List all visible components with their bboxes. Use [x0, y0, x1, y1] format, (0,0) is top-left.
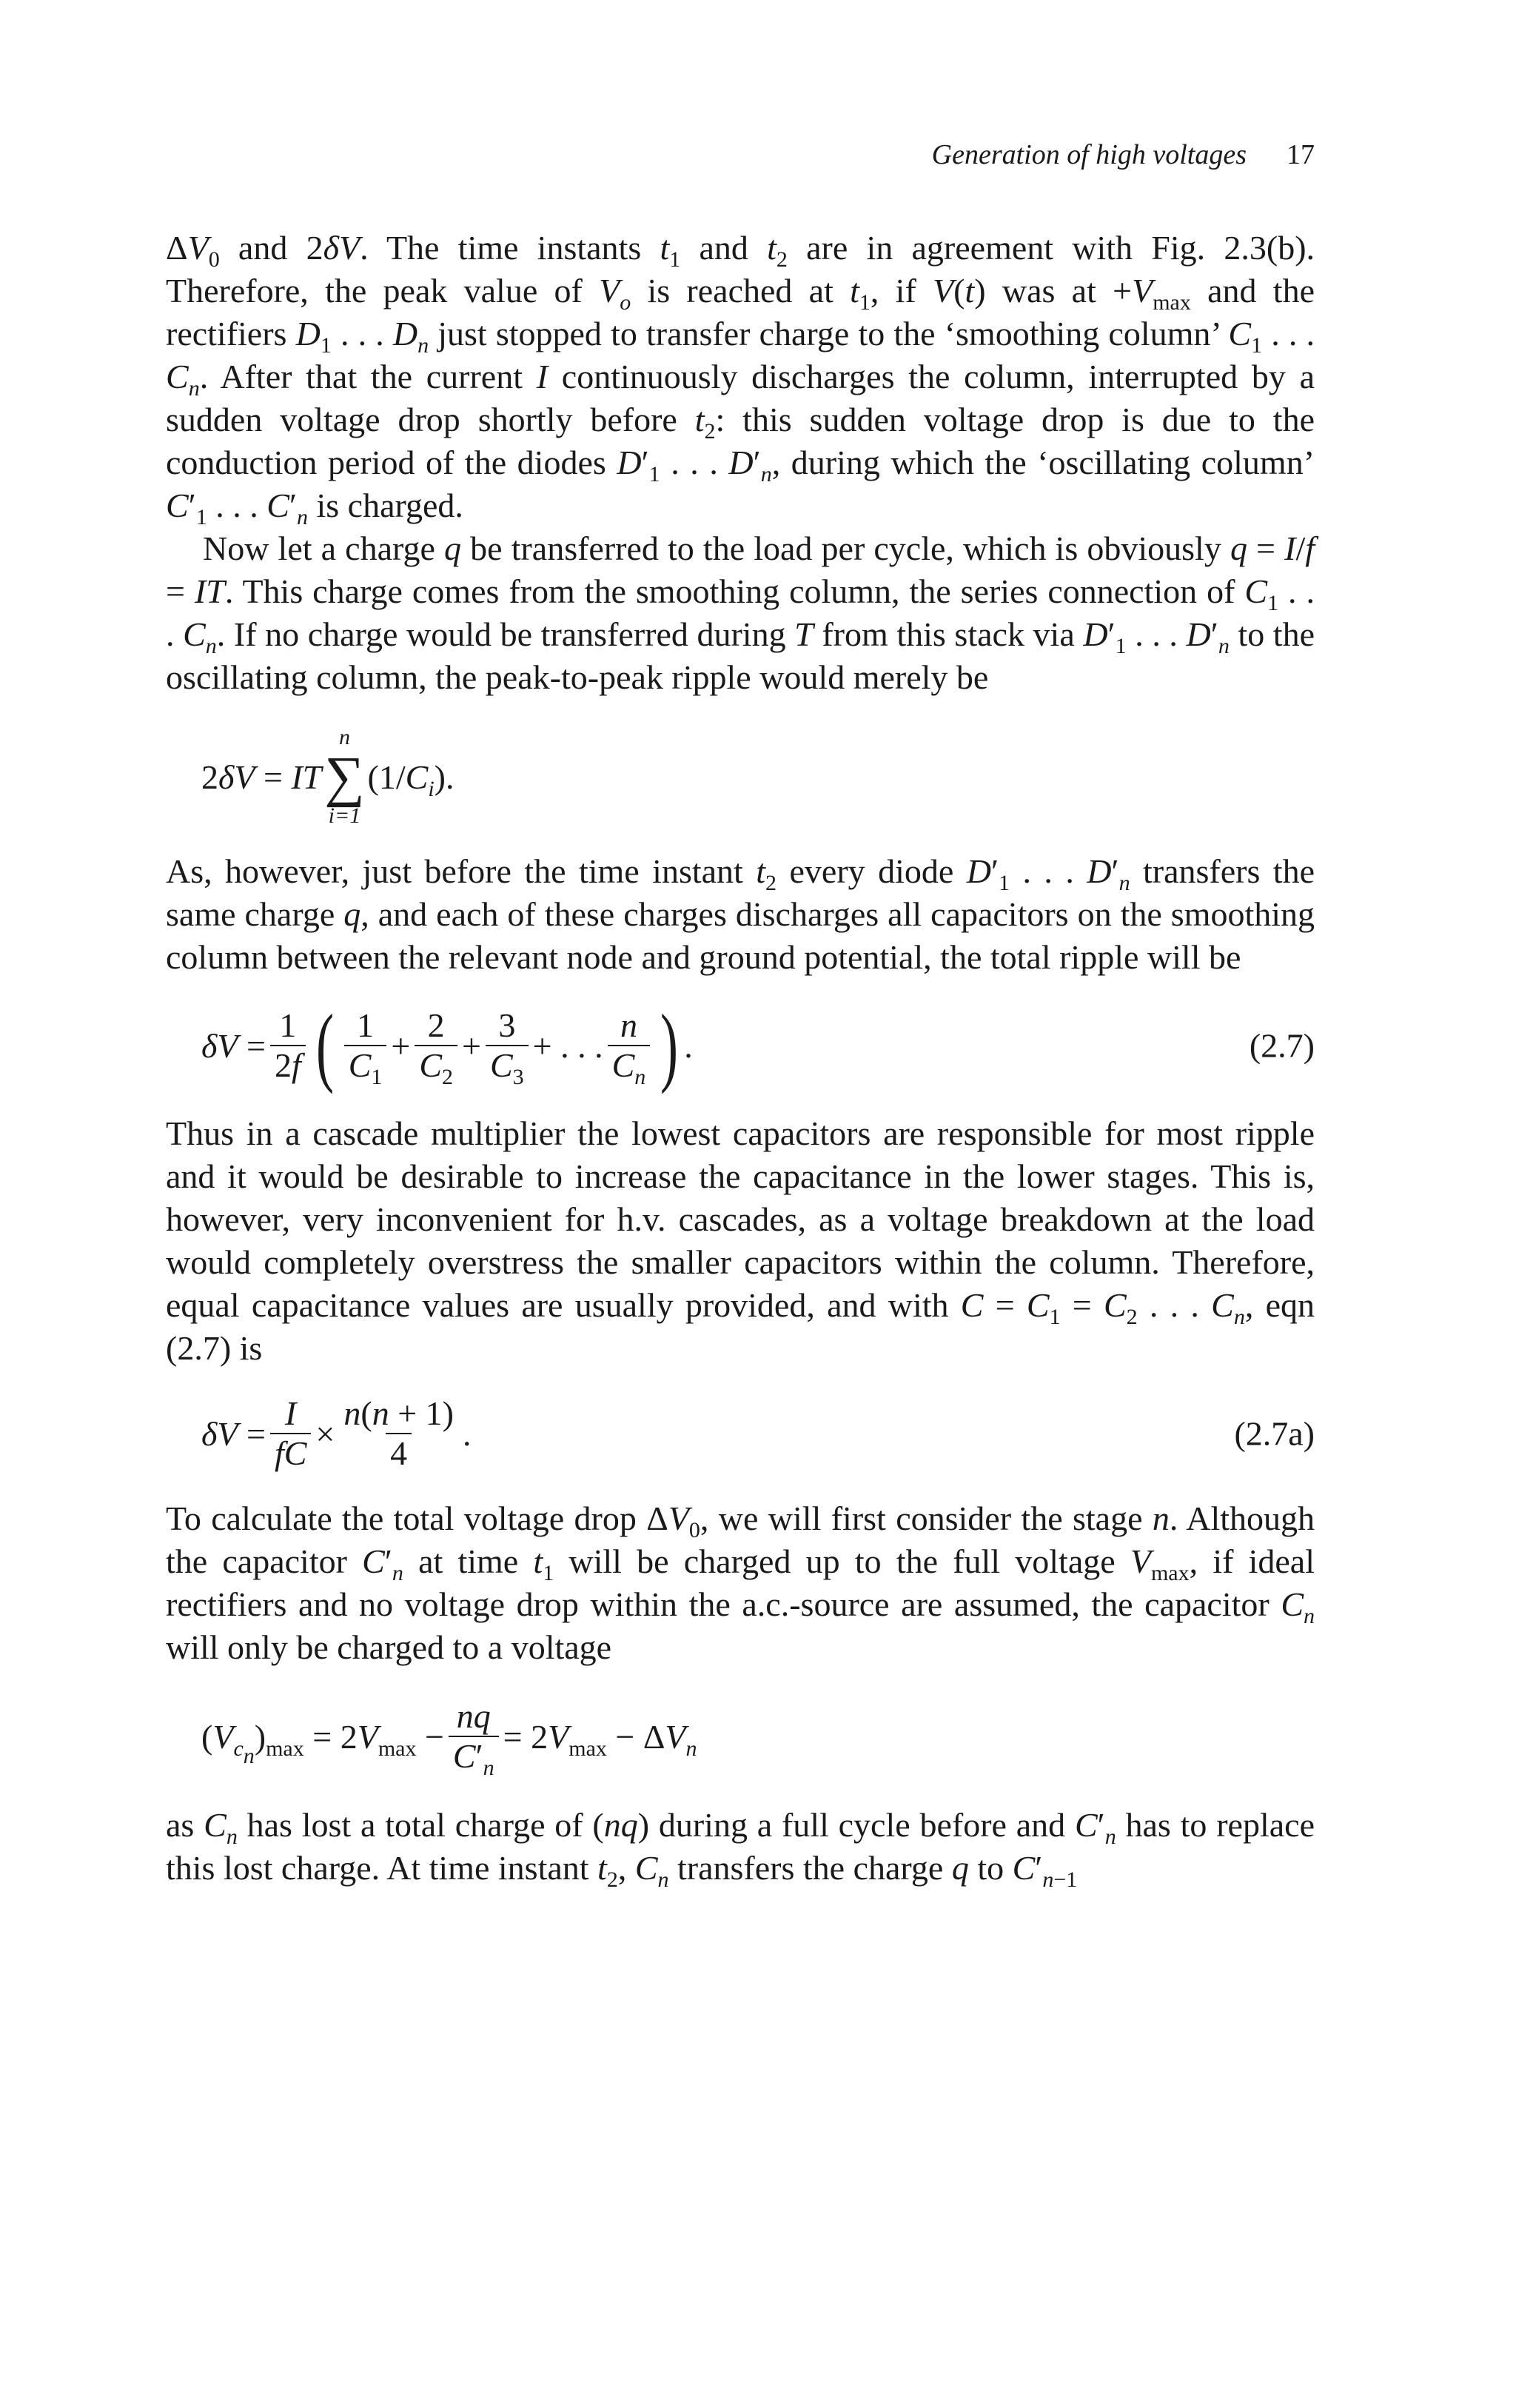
page-number: 17 [1287, 139, 1315, 170]
paragraph-4: Thus in a cascade multiplier the lowest capacitors are responsible for most ripple and it would be desirable to increase the capacitance in the lower stages. This is, however, very inconvenient for h.v. cascades, as a voltage breakdown at the load would completely overstress the smaller capacitors within the column. Therefore, equal capacitance values are usually provided, and with $C = C_1 = C_2$ . . . $C_n$, eqn (2.7) is [166, 1114, 1315, 1367]
paragraph-5: To calculate the total voltage drop $\Delta V_0$, we will first consider the stage n. Although the capacitor $C'_n$ at time $t_1$ will be charged up to the full voltage $V_{max}$, if ideal rectifiers and no voltage drop within the a.c.-source are assumed, the capacitor $C_n$ will only be charged to a voltage [166, 1499, 1315, 1666]
header-title: Generation of high voltages [931, 139, 1247, 170]
paragraph-2: Now let a charge q be transferred to the load per cycle, which is obviously q = I/f = IT. This charge comes from the smoothing column, the series connection of $C_1$ . . . $C_n$. If no charge would be transferred during T from this stack via $D'_1$ . . . $D'_n$ to the oscillating column, the peak-to-peak ripple would merely be [166, 529, 1315, 696]
paragraph-6: as $C_n$ has lost a total charge of (nq) during a full cycle before and $C'_n$ has to replace this lost charge. At time instant $t_2$, $C_n$ transfers the charge q to $C'_{n-1}$ [166, 1806, 1315, 1892]
paragraph-1: $\Delta V_0$ and 2δV. The time instants $t_1$ and $t_2$ are in agreement with Fig. 2.3(b). Therefore, the peak value of $V_o$ is reached at $t_1$, if V(t) was at $+V_{max}$ and the rectifiers $D_1$ . . . $D_n$ just stopped to transfer charge to the ‘smoothing column’ $C_1$ . . . $C_n$. After that the current I continuously discharges the column, interrupted by a sudden voltage drop shortly before $t_2$: this sudden voltage drop is due to the conduction period of the diodes $D'_1$ . . . $D'_n$, during which the ‘oscillating column’ $C'_1$ . . . $C'_n$ is charged. [166, 229, 1315, 529]
summation-symbol: n ∑ i=1 [324, 725, 365, 828]
page-body [166, 227, 1315, 1890]
equation-2-7a: δV = $\frac{I}{fC}$ × $\frac{n(n + 1)}{4}$ . (2.7a) [201, 1394, 1315, 1472]
equation-ripple-sum: 2δV = IT n ∑ i=1 $(1/C_i)$. [201, 725, 455, 828]
equation-2-7: δV = $\frac{1}{2f}$ ( $\frac{1}{C_1}$ + $\frac{2}{C_2}$ + $\frac{3}{C_3}$ + . . . $\frac{n}{C_n}$ ) . (2.7) [201, 996, 1315, 1094]
running-header [166, 133, 1315, 176]
equation-number-2-7a: (2.7a) [1234, 1414, 1315, 1453]
figure-ref: Fig. 2.3(b) [1151, 229, 1307, 267]
paragraph-3: As, however, just before the time instant $t_2$ every diode $D'_1$ . . . $D'_n$ transfers the same charge q, and each of these charges discharges all capacitors on the smoothing column between the relevant node and ground potential, the total ripple will be [166, 852, 1315, 976]
equation-vcn-max: $(V_{c_n})_{max} = 2V_{max}$ − $\frac{nq}{C'_n}$ = $2V_{max} - \Delta V_n$ [201, 1697, 697, 1780]
equation-ref: eqn (2.7) [166, 1286, 1315, 1367]
equation-number-2-7: (2.7) [1249, 1026, 1315, 1065]
